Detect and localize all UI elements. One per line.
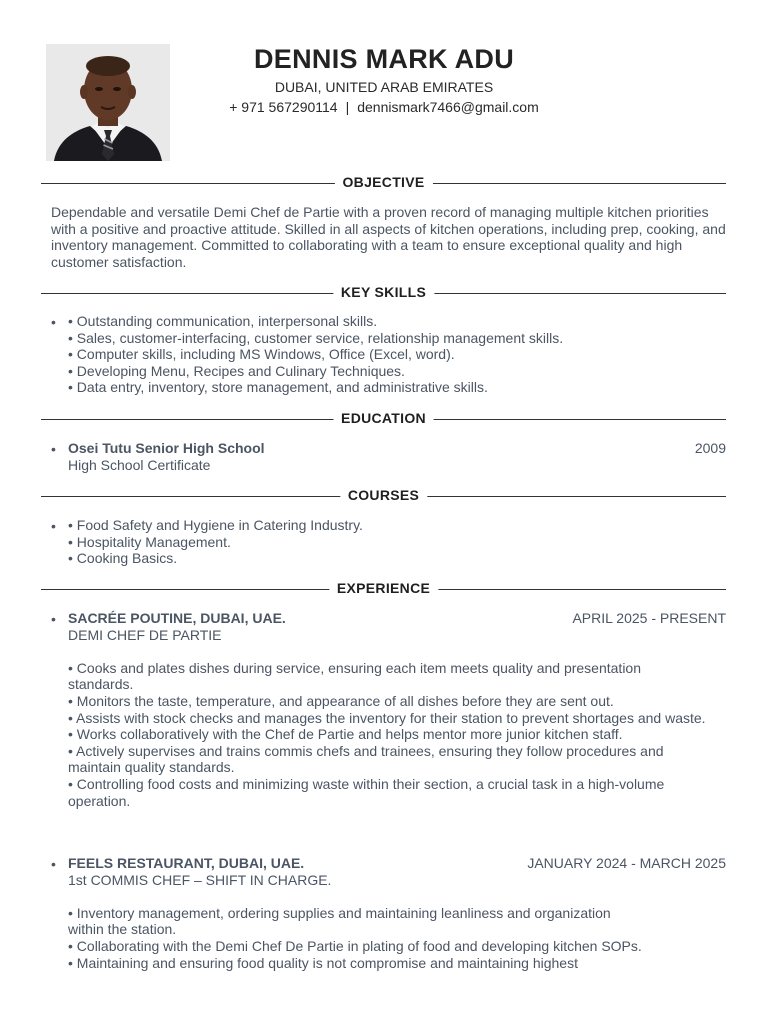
candidate-name: DENNIS MARK ADU	[254, 44, 514, 74]
list-item: • Data entry, inventory, store management, and administrative skills.	[68, 379, 488, 396]
email-address[interactable]: dennismark7466@gmail.com	[357, 99, 539, 115]
section-title: COURSES	[340, 487, 427, 503]
spacer	[68, 888, 728, 905]
section-title: EDUCATION	[333, 410, 434, 426]
employer-name: SACRÉE POUTINE, DUBAI, UAE.	[68, 610, 286, 626]
duty-item: • Assists with stock checks and manages the inventory for their station to prevent shortages and waste.	[68, 709, 706, 726]
courses-list	[68, 517, 728, 567]
employer-name: FEELS RESTAURANT, DUBAI, UAE.	[68, 855, 305, 871]
list-bullet: •	[51, 856, 56, 872]
list-bullet: •	[51, 611, 56, 627]
section-key-skills	[41, 284, 726, 302]
section-education	[41, 410, 726, 428]
duty-item: • Works collaboratively with the Chef de Partie and helps mentor more junior kitchen staff.	[68, 726, 623, 743]
job-entry	[68, 610, 708, 809]
education-year: 2009	[694, 440, 726, 456]
list-bullet: •	[51, 441, 56, 457]
section-courses	[41, 487, 726, 505]
list-item: • Hospitality Management.	[68, 533, 231, 550]
section-title: KEY SKILLS	[333, 284, 434, 300]
duty-item: • Monitors the taste, temperature, and appearance of all dishes before they are sent out.	[68, 692, 614, 709]
duty-item: • Maintaining and ensuring food quality is not compromise and maintaining highest	[68, 954, 578, 971]
section-title: EXPERIENCE	[329, 580, 438, 596]
list-bullet: •	[51, 314, 56, 330]
candidate-location: DUBAI, UNITED ARAB EMIRATES	[274, 79, 494, 95]
section-objective	[41, 174, 726, 192]
duty-item: • Cooks and plates dishes during service, ensuring each item meets quality and presentation standards.	[68, 659, 642, 693]
duty-item: • Collaborating with the Demi Chef De Partie in plating of food and developing kitchen SOPs.	[68, 937, 642, 954]
duty-item: • Actively supervises and trains commis chefs and trainees, ensuring they follow procedures and maintain quality standards.	[68, 742, 664, 776]
job-entry	[68, 855, 728, 971]
duty-item: within the station.	[68, 921, 177, 938]
list-item: • Sales, customer-interfacing, customer service, relationship management skills.	[68, 329, 564, 346]
job-dates: APRIL 2025 - PRESENT	[572, 610, 726, 626]
section-experience	[41, 580, 726, 598]
section-title: OBJECTIVE	[334, 174, 432, 190]
duty-item: • Inventory management, ordering supplies and maintaining leanliness and organization	[68, 904, 611, 921]
contact-line	[0, 99, 768, 115]
objective-text: Dependable and versatile Demi Chef de Partie with a proven record of managing multiple kitchen priorities with a positive and proactive attitude. Skilled in all aspects of kitchen operations, including prep, cooking, and inventory management. Committed to collaborating with a team to ensure exceptional quality and high customer satisfaction.	[51, 204, 726, 270]
spacer	[68, 643, 708, 660]
job-role: 1st COMMIS CHEF – SHIFT IN CHARGE.	[68, 871, 332, 888]
list-item: • Developing Menu, Recipes and Culinary Techniques.	[68, 362, 405, 379]
school-name: Osei Tutu Senior High School	[68, 440, 265, 456]
phone-number: + 971 567290114	[229, 99, 338, 115]
education-entry	[68, 440, 728, 473]
skills-list	[68, 313, 728, 396]
degree-name: High School Certificate	[68, 456, 211, 473]
list-bullet: •	[51, 518, 56, 534]
list-item: • Food Safety and Hygiene in Catering Industry.	[68, 517, 363, 533]
duty-item: • Controlling food costs and minimizing waste within their section, a crucial task in a high-volume operation.	[68, 775, 665, 809]
job-dates: JANUARY 2024 - MARCH 2025	[527, 855, 726, 871]
list-item: • Outstanding communication, interpersonal skills.	[68, 313, 378, 329]
contact-separator: |	[345, 99, 350, 115]
job-role: DEMI CHEF DE PARTIE	[68, 626, 222, 643]
list-item: • Cooking Basics.	[68, 550, 178, 567]
list-item: • Computer skills, including MS Windows, Office (Excel, word).	[68, 346, 455, 363]
